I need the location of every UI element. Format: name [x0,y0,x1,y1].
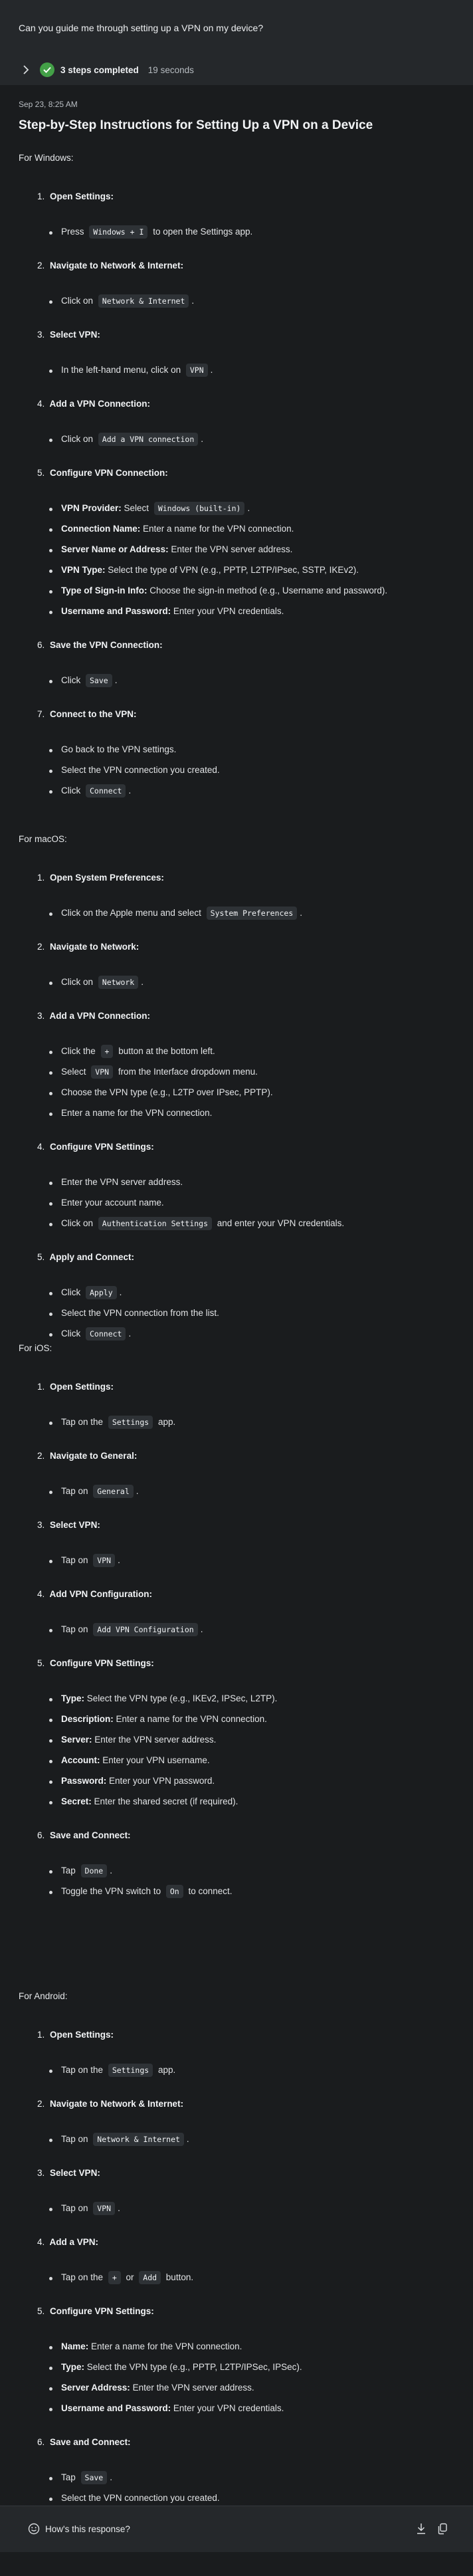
bullet-text: Select the VPN connection you created. [61,765,220,775]
inline-code: VPN [91,1065,113,1079]
bullet-text: to connect. [185,1886,233,1896]
step-title [37,1011,150,1021]
bullet-text: button. [163,2272,194,2282]
step-title [37,2099,183,2109]
list-item [61,1417,175,1427]
list-item [61,1796,238,1806]
bullet-text: Tap on the [61,1417,106,1427]
bullet-text: Press [61,227,87,237]
step-title-text: Add a VPN Connection: [49,399,151,409]
inline-code: Windows + I [89,225,147,239]
bullet-term: Name: [61,2341,89,2351]
list-item [61,908,302,918]
bullet-text: app. [155,1417,176,1427]
bullet-text: In the left-hand menu, click on [61,365,183,375]
inline-code: Add [139,2271,161,2284]
step-title [37,1589,152,1599]
inline-code: Add VPN Configuration [93,1623,197,1636]
step-number: 6. [37,640,45,650]
inline-code: VPN [93,2202,115,2215]
bullet-text: Click [61,1287,83,1297]
step-number: 2. [37,2099,45,2109]
inline-code: Network & Internet [93,2133,184,2146]
bullet-text: Enter your account name. [61,1198,164,1208]
bullet-text: Enter your VPN password. [106,1776,215,1786]
step-number: 6. [37,1830,45,1840]
user-message [0,0,473,85]
bullet-term: Server Address: [61,2383,130,2393]
bullet-text: . [186,2134,189,2144]
inline-code: Save [81,2471,108,2484]
step-title-text: Navigate to Network: [50,942,140,952]
bullet-text: button at the bottom left. [116,1046,215,1056]
bullet-text: from the Interface dropdown menu. [116,1067,258,1077]
step-number: 4. [37,1142,45,1152]
bullet-text: Click [61,1329,83,1339]
bullet-term: Username and Password: [61,2403,171,2413]
bullet-text: Select the VPN type (e.g., PPTP, L2TP/IPSec, IPSec). [84,2362,302,2372]
copy-icon[interactable] [436,2522,449,2535]
list-item [61,1046,215,1056]
list-item [61,1329,131,1339]
list-item [61,503,250,513]
list-item [61,1287,122,1297]
list-item [61,1624,203,1634]
user-question: Can you guide me through setting up a VPN on my device? [19,23,264,33]
bullet-text: . [300,908,303,918]
bullet-term: Password: [61,1776,107,1786]
bullet-text: Toggle the VPN switch to [61,1886,163,1896]
bullet-text: Select the VPN connection from the list. [61,1308,219,1318]
bullet-term: Connection Name: [61,524,141,534]
step-number: 3. [37,330,45,340]
bullet-text: . [128,786,132,796]
bullet-text: Choose the VPN type (e.g., L2TP over IPsec, PPTP). [61,1087,273,1097]
check-circle-icon [40,62,54,77]
steps-summary[interactable] [19,62,454,77]
step-number: 1. [37,2030,45,2040]
bullet-text: . [118,2203,120,2213]
bullet-term: Type: [61,2362,85,2372]
step-title-text: Add a VPN Connection: [49,1011,151,1021]
step-title [37,2237,98,2247]
inline-code: Settings [108,1416,153,1429]
step-title-text: Open System Preferences: [50,873,164,883]
steps-duration: 19 seconds [147,64,194,75]
bullet-text: Enter the VPN server address. [168,544,293,554]
step-number: 2. [37,942,45,952]
download-icon[interactable] [415,2522,428,2535]
step-title [37,2168,100,2178]
list-item [61,1308,219,1318]
bullet-term: Username and Password: [61,606,171,616]
step-number: 5. [37,1252,45,1262]
inline-code: Network [98,976,138,989]
step-title-text: Save and Connect: [50,2437,131,2447]
step-title [37,1451,137,1461]
list-item [61,524,294,534]
bullet-text: Enter your VPN credentials. [171,2403,284,2413]
inline-code: Settings [108,2064,153,2077]
bullet-text: Click the [61,1046,98,1056]
list-item [61,1735,216,1745]
step-title-text: Apply and Connect: [49,1252,135,1262]
bullet-text: Enter your VPN credentials. [171,606,284,616]
step-title-text: Save and Connect: [50,1830,131,1840]
bullet-text: . [136,1486,139,1496]
list-item [61,765,220,775]
list-item [61,606,284,616]
bullet-text: Select the type of VPN (e.g., PPTP, L2TP/IPsec, SSTP, IKEv2). [105,565,359,575]
bullet-text: Click [61,786,83,796]
list-item [61,675,117,685]
bullet-text: Tap on the [61,2065,106,2075]
inline-code: VPN [186,364,208,377]
inline-code: Network & Internet [98,294,189,308]
bullet-text: Click on [61,434,96,444]
bullet-text: Select the VPN type (e.g., IKEv2, IPSec, L2TP). [84,1693,278,1703]
bullet-term: Server: [61,1735,92,1745]
step-title [37,2030,114,2040]
list-item [61,2403,284,2413]
message-timestamp: Sep 23, 8:25 AM [19,100,78,109]
bullet-text: and enter your VPN credentials. [215,1218,345,1228]
list-item [61,544,292,554]
step-title [37,399,150,409]
list-item [61,565,359,575]
step-title-text: Add VPN Configuration: [49,1589,152,1599]
list-item [61,227,252,237]
bullet-term: Type of Sign-in Info: [61,586,147,595]
step-title [37,191,114,201]
bullet-text: Enter the VPN server address. [92,1735,217,1745]
bullet-text: Enter your VPN username. [100,1755,210,1765]
step-title [37,1658,154,1668]
step-number: 4. [37,2237,45,2247]
rate-label: How's this response? [45,2523,130,2534]
bullet-text: . [210,365,213,375]
list-item [61,977,143,987]
bullet-text: Tap on [61,1486,91,1496]
bullet-text: . [110,2472,112,2482]
list-item [61,1886,232,1896]
bullet-text: or [123,2272,137,2282]
step-number: 7. [37,709,45,719]
step-title [37,2437,131,2447]
bullet-text: . [118,1555,120,1565]
step-title-text: Add a VPN: [49,2237,99,2247]
step-number: 5. [37,1658,45,1668]
chevron-right-icon[interactable] [19,62,33,77]
step-title [37,468,168,478]
list-item [61,2472,112,2482]
inline-code: Apply [86,1286,117,1299]
bullet-term: VPN Provider: [61,503,122,513]
bullet-text: Click on the Apple menu and select [61,908,204,918]
list-item [61,2134,189,2144]
list-item [61,2203,120,2213]
bullet-text: Enter the VPN server address. [61,1177,183,1187]
bullet-text: . [201,434,204,444]
bullet-text: Enter the shared secret (if required). [91,1796,238,1806]
step-title [37,1142,154,1152]
bullet-text: app. [155,2065,176,2075]
list-item [61,1866,112,1876]
list-item [61,1555,120,1565]
step-number: 2. [37,261,45,270]
inline-code: Add a VPN connection [98,433,198,446]
step-title-text: Save the VPN Connection: [50,640,163,650]
bullet-text: Enter the VPN server address. [130,2383,254,2393]
bullet-text: Click [61,675,83,685]
bullet-text: Tap [61,1866,78,1876]
step-title [37,330,100,340]
step-number: 5. [37,2306,45,2316]
bullet-text: Click on [61,1218,96,1228]
bullet-text: Go back to the VPN settings. [61,744,177,754]
step-title-text: Configure VPN Settings: [50,1142,154,1152]
steps-label: 3 steps completed [60,64,139,75]
step-title [37,1520,100,1530]
bullet-text: . [191,296,195,306]
list-item [61,1198,164,1208]
step-title-text: Open Settings: [50,191,114,201]
step-number: 1. [37,1382,45,1392]
bullet-text: Click on [61,296,96,306]
bullet-text: Select [121,503,151,513]
step-number: 3. [37,1520,45,1530]
bullet-text: Tap on the [61,2272,106,2282]
step-title-text: Select VPN: [50,330,100,340]
list-item [61,1776,215,1786]
bullet-term: Secret: [61,1796,92,1806]
bullet-text: . [114,675,118,685]
list-item [61,1693,277,1703]
bullet-text: . [200,1624,203,1634]
list-item [61,1108,212,1118]
step-title [37,942,139,952]
step-title-text: Configure VPN Settings: [50,2306,154,2316]
bullet-text: Click on [61,977,96,987]
step-title-text: Open Settings: [50,2030,114,2040]
inline-code: General [93,1485,133,1498]
step-title [37,1830,131,1840]
bullet-text: . [119,1287,122,1297]
step-number: 1. [37,873,45,883]
feedback-bar [0,2506,473,2552]
list-item [61,2272,193,2282]
inline-code: Connect [86,1327,126,1341]
inline-code: Authentication Settings [98,1217,212,1230]
step-title-text: Select VPN: [50,2168,100,2178]
step-title-text: Navigate to General: [50,1451,138,1461]
list-item [61,365,213,375]
step-number: 1. [37,191,45,201]
bullet-term: Description: [61,1714,114,1724]
list-item [61,1087,273,1097]
list-item [61,2493,220,2503]
step-title [37,2306,154,2316]
step-title-text: Navigate to Network & Internet: [50,2099,184,2109]
list-item [61,296,194,306]
bullet-text: Tap on [61,1624,91,1634]
list-item [61,2341,242,2351]
step-title-text: Connect to the VPN: [50,709,137,719]
list-item [61,1177,183,1187]
bullet-text: Enter a name for the VPN connection. [140,524,294,534]
bullet-text: to open the Settings app. [150,227,253,237]
list-item [61,744,176,754]
inline-code: + [101,1045,114,1058]
rate-response-button[interactable] [28,2523,130,2535]
step-title-text: Configure VPN Connection: [50,468,168,478]
inline-code: Connect [86,784,126,798]
list-item [61,2362,302,2372]
list-item [61,1486,139,1496]
inline-code: VPN [93,1554,115,1567]
bullet-term: Type: [61,1693,85,1703]
step-title [37,261,183,270]
bullet-text: . [110,1866,112,1876]
bullet-term: Server Name or Address: [61,544,169,554]
bullet-text: Select [61,1067,89,1077]
list-item [61,786,131,796]
bullet-text: Tap on [61,2134,91,2144]
bullet-term: VPN Type: [61,565,106,575]
list-item [61,2065,175,2075]
step-title-text: Configure VPN Settings: [50,1658,154,1668]
step-title-text: Select VPN: [50,1520,100,1530]
list-item [61,1755,210,1765]
bullet-text: Tap [61,2472,78,2482]
bullet-text: . [128,1329,132,1339]
step-number: 5. [37,468,45,478]
step-title [37,640,163,650]
inline-code: On [166,1885,183,1898]
bullet-text: Tap on [61,2203,91,2213]
inline-code: + [108,2271,121,2284]
bullet-text: Tap on [61,1555,91,1565]
smiley-icon [28,2523,40,2535]
step-title [37,1382,114,1392]
bullet-text: Select the VPN connection you created. [61,2493,220,2503]
bullet-text: Choose the sign-in method (e.g., Username and password). [147,586,388,595]
step-title-text: Open Settings: [50,1382,114,1392]
inline-code: Save [86,674,112,687]
bullet-text: . [247,503,250,513]
list-item [61,1067,258,1077]
bullet-text: Enter a name for the VPN connection. [61,1108,213,1118]
step-title-text: Navigate to Network & Internet: [50,261,184,270]
list-item [61,1714,267,1724]
step-number: 4. [37,1589,45,1599]
step-number: 4. [37,399,45,409]
bullet-text: Enter a name for the VPN connection. [88,2341,242,2351]
bullet-text: . [141,977,143,987]
step-title [37,1252,134,1262]
list-item [61,2383,254,2393]
section-label: For Windows: [19,153,74,163]
list-item [61,1218,344,1228]
list-item [61,434,203,444]
inline-code: System Preferences [207,907,298,920]
answer-heading: Step-by-Step Instructions for Setting Up a VPN on a Device [19,118,373,132]
list-item [61,586,387,595]
step-number: 6. [37,2437,45,2447]
section-label: For macOS: [19,834,67,844]
bullet-text: Enter a name for the VPN connection. [113,1714,267,1724]
step-number: 3. [37,2168,45,2178]
step-title [37,873,164,883]
step-number: 2. [37,1451,45,1461]
section-label: For Android: [19,1991,68,2001]
step-title [37,709,137,719]
section-label: For iOS: [19,1343,52,1353]
inline-code: Windows (built-in) [154,502,245,515]
step-number: 3. [37,1011,45,1021]
inline-code: Done [81,1864,108,1878]
bullet-term: Account: [61,1755,100,1765]
